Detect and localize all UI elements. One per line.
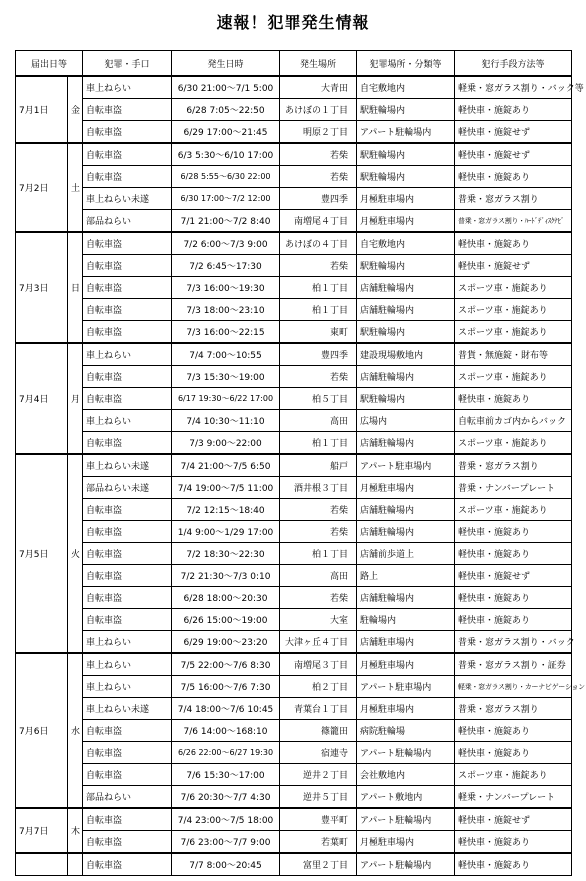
table-body (16, 76, 585, 876)
crime-cell: 車上ねらい未遂 (83, 188, 172, 210)
datetime-cell: 7/6 15:30～17:00 (172, 764, 280, 786)
datetime-cell: 7/2 6:00～7/3 9:00 (172, 232, 280, 255)
table-row (16, 121, 572, 144)
method-cell: 普乗・窓ガラス割り (455, 188, 572, 210)
method-cell: スポーツ車・施錠あり (455, 764, 572, 786)
datetime-cell: 6/28 18:00～20:30 (172, 587, 280, 609)
location-cell: 自宅敷地内 (357, 232, 455, 255)
location-cell: 駐輪場内 (357, 609, 455, 631)
location-cell: 駅駐輪場内 (357, 143, 455, 166)
datetime-cell: 7/4 21:00～7/5 6:50 (172, 454, 280, 477)
datetime-cell: 7/2 21:30～7/3 0:10 (172, 565, 280, 587)
crime-report-table (15, 50, 585, 876)
table-row (16, 720, 572, 742)
datetime-cell: 7/3 16:00～19:30 (172, 277, 280, 299)
place-cell: 大津ヶ丘４丁目 (280, 631, 357, 654)
datetime-cell: 6/26 15:00～19:00 (172, 609, 280, 631)
place-cell: 篠籠田 (280, 720, 357, 742)
weekday-cell: 日 (68, 232, 83, 343)
weekday-cell: 火 (68, 454, 83, 653)
location-cell: 月極駐車場内 (357, 188, 455, 210)
header-location: 犯罪場所・分類等 (357, 51, 455, 77)
place-cell: 若柴 (280, 143, 357, 166)
crime-cell: 自転車盗 (83, 543, 172, 565)
table-row (16, 143, 572, 166)
method-cell: 軽快車・施錠あり (455, 543, 572, 565)
place-cell: 大青田 (280, 76, 357, 99)
table-row (16, 499, 572, 521)
place-cell: 富里２丁目 (280, 853, 357, 876)
table-row (16, 277, 572, 299)
datetime-cell: 6/28 7:05～22:50 (172, 99, 280, 121)
crime-cell: 自転車盗 (83, 166, 172, 188)
page-title: 速報！犯罪発生情報 (216, 13, 370, 32)
method-cell: 軽快車・施錠あり (455, 853, 572, 876)
datetime-cell: 6/26 22:00～6/27 19:30 (172, 742, 280, 764)
crime-cell: 自転車盗 (83, 609, 172, 631)
place-cell: 青葉台１丁目 (280, 698, 357, 720)
datetime-cell: 6/30 21:00～7/1 5:00 (172, 76, 280, 99)
location-cell: 会社敷地内 (357, 764, 455, 786)
datetime-cell: 7/2 12:15～18:40 (172, 499, 280, 521)
datetime-cell: 7/1 21:00～7/2 8:40 (172, 210, 280, 233)
crime-cell: 部品ねらい (83, 210, 172, 233)
location-cell: 駅駐輪場内 (357, 388, 455, 410)
datetime-cell: 7/4 10:30～11:10 (172, 410, 280, 432)
location-cell: 路上 (357, 565, 455, 587)
place-cell: 若柴 (280, 499, 357, 521)
method-cell: 軽快車・施錠あり (455, 609, 572, 631)
method-cell: 軽快車・施錠あり (455, 742, 572, 764)
datetime-cell: 7/3 18:00～23:10 (172, 299, 280, 321)
place-cell: 明原２丁目 (280, 121, 357, 144)
table-row (16, 631, 572, 654)
header-method: 犯行手段方法等 (455, 51, 572, 77)
crime-cell: 車上ねらい (83, 676, 172, 698)
weekday-cell: 木 (68, 808, 83, 853)
place-cell: 逆井２丁目 (280, 764, 357, 786)
datetime-cell: 6/29 19:00～23:20 (172, 631, 280, 654)
crime-cell: 自転車盗 (83, 831, 172, 854)
table-row (16, 321, 572, 344)
place-cell: 高田 (280, 410, 357, 432)
place-cell: あけぼの１丁目 (280, 99, 357, 121)
crime-cell: 車上ねらい未遂 (83, 454, 172, 477)
crime-cell: 自転車盗 (83, 255, 172, 277)
header-place: 発生場所 (280, 51, 357, 77)
place-cell: 酒井根３丁目 (280, 477, 357, 499)
datetime-cell: 7/3 15:30～19:00 (172, 366, 280, 388)
place-cell: 南増尾４丁目 (280, 210, 357, 233)
location-cell: アパート駐輪場内 (357, 121, 455, 144)
datetime-cell: 7/4 7:00～10:55 (172, 343, 280, 366)
crime-cell: 自転車盗 (83, 321, 172, 344)
table-row (16, 99, 572, 121)
table-row (16, 609, 572, 631)
place-cell: 豊四季 (280, 343, 357, 366)
method-cell: 軽快車・施錠せず (455, 143, 572, 166)
weekday-cell: 金 (68, 76, 83, 143)
table-row (16, 232, 572, 255)
method-cell: 軽快車・施錠せず (455, 121, 572, 144)
datetime-cell: 7/4 18:00～7/6 10:45 (172, 698, 280, 720)
report-date-cell: 7月4日 (16, 343, 68, 454)
location-cell: 店舗駐輪場内 (357, 299, 455, 321)
method-cell: 軽快車・施錠あり (455, 831, 572, 854)
datetime-cell: 7/2 18:30～22:30 (172, 543, 280, 565)
datetime-cell: 7/6 20:30～7/7 4:30 (172, 786, 280, 809)
method-cell: 普乗・窓ガラス割り (455, 454, 572, 477)
datetime-cell: 7/3 16:00～22:15 (172, 321, 280, 344)
table-row (16, 477, 572, 499)
table-row (16, 676, 572, 698)
weekday-cell: 土 (68, 143, 83, 232)
datetime-cell: 7/2 6:45～17:30 (172, 255, 280, 277)
crime-cell: 部品ねらい未遂 (83, 477, 172, 499)
method-cell: 普乗・窓ガラス割り・バック (455, 631, 572, 654)
header-crime: 犯罪・手口 (83, 51, 172, 77)
place-cell: 若柴 (280, 255, 357, 277)
place-cell: 南増尾３丁目 (280, 653, 357, 676)
place-cell: 大室 (280, 609, 357, 631)
crime-cell: 自転車盗 (83, 853, 172, 876)
method-cell: 軽快車・施錠あり (455, 587, 572, 609)
table-row (16, 742, 572, 764)
table-row (16, 255, 572, 277)
method-cell: 自転車前カゴ内からバック (455, 410, 572, 432)
weekday-cell: 水 (68, 653, 83, 808)
method-cell: スポーツ車・施錠あり (455, 432, 572, 455)
method-cell: スポーツ車・施錠あり (455, 299, 572, 321)
location-cell: 月極駐車場内 (357, 210, 455, 233)
place-cell: 柏１丁目 (280, 299, 357, 321)
location-cell: アパート駐車場内 (357, 676, 455, 698)
crime-cell: 自転車盗 (83, 299, 172, 321)
table-row (16, 831, 572, 854)
method-cell: 軽乗・ナンバープレート (455, 786, 572, 809)
table-row (16, 653, 572, 676)
place-cell: 逆井５丁目 (280, 786, 357, 809)
place-cell: 柏２丁目 (280, 676, 357, 698)
location-cell: アパート敷地内 (357, 786, 455, 809)
place-cell: 若柴 (280, 587, 357, 609)
report-date-cell: 7月5日 (16, 454, 68, 653)
crime-cell: 自転車盗 (83, 521, 172, 543)
method-cell: 普貨・無施錠・財布等 (455, 343, 572, 366)
location-cell: 店舗駐輪場内 (357, 366, 455, 388)
method-cell: 軽乗・窓ガラス割り・カーナビゲーション (455, 676, 572, 698)
location-cell: 店舗駐車場内 (357, 631, 455, 654)
method-cell: 軽快車・施錠あり (455, 521, 572, 543)
crime-cell: 自転車盗 (83, 742, 172, 764)
method-cell: スポーツ車・施錠あり (455, 277, 572, 299)
table-row (16, 432, 572, 455)
report-date-cell: 7月6日 (16, 653, 68, 808)
method-cell: 軽快車・施錠せず (455, 255, 572, 277)
place-cell: 柏１丁目 (280, 432, 357, 455)
crime-cell: 自転車盗 (83, 587, 172, 609)
location-cell: 建設現場敷地内 (357, 343, 455, 366)
place-cell: 若柴 (280, 521, 357, 543)
method-cell: 軽快車・施錠あり (455, 166, 572, 188)
crime-cell: 自転車盗 (83, 121, 172, 144)
report-date-cell: 7月7日 (16, 808, 68, 853)
place-cell: 宿連寺 (280, 742, 357, 764)
method-cell: 普乗・窓ガラス割り・証券 (455, 653, 572, 676)
table-row (16, 853, 572, 876)
crime-cell: 車上ねらい (83, 410, 172, 432)
location-cell: 月極駐車場内 (357, 653, 455, 676)
crime-cell: 車上ねらい (83, 343, 172, 366)
crime-cell: 自転車盗 (83, 764, 172, 786)
location-cell: 駅駐輪場内 (357, 321, 455, 344)
crime-cell: 自転車盗 (83, 99, 172, 121)
datetime-cell: 7/6 23:00～7/7 9:00 (172, 831, 280, 854)
table-row (16, 808, 572, 831)
place-cell: 高田 (280, 565, 357, 587)
datetime-cell: 7/4 19:00～7/5 11:00 (172, 477, 280, 499)
table-row (16, 388, 572, 410)
crime-cell: 自転車盗 (83, 277, 172, 299)
table-row (16, 454, 572, 477)
datetime-cell: 6/29 17:00～21:45 (172, 121, 280, 144)
location-cell: 店舗駐輪場内 (357, 277, 455, 299)
crime-cell: 自転車盗 (83, 232, 172, 255)
method-cell: 軽快車・施錠あり (455, 232, 572, 255)
table-row (16, 786, 572, 809)
datetime-cell: 6/28 5:55～6/30 22:00 (172, 166, 280, 188)
location-cell: 月極駐車場内 (357, 477, 455, 499)
datetime-cell: 7/5 16:00～7/6 7:30 (172, 676, 280, 698)
datetime-cell: 7/7 8:00～20:45 (172, 853, 280, 876)
place-cell: 船戸 (280, 454, 357, 477)
location-cell: 月極駐車場内 (357, 831, 455, 854)
place-cell: 柏１丁目 (280, 543, 357, 565)
location-cell: アパート駐輪場内 (357, 742, 455, 764)
crime-cell: 自転車盗 (83, 366, 172, 388)
crime-cell: 部品ねらい (83, 786, 172, 809)
method-cell: 軽快車・施錠あり (455, 720, 572, 742)
location-cell: アパート駐車場内 (357, 454, 455, 477)
table-row (16, 76, 572, 99)
table-row (16, 343, 572, 366)
method-cell: 普乗・ナンバープレート (455, 477, 572, 499)
crime-cell: 車上ねらい (83, 653, 172, 676)
table-row (16, 299, 572, 321)
crime-cell: 自転車盗 (83, 808, 172, 831)
place-cell: 東町 (280, 321, 357, 344)
crime-cell: 自転車盗 (83, 388, 172, 410)
table-row (16, 410, 572, 432)
place-cell: 若葉町 (280, 831, 357, 854)
table-row (16, 521, 572, 543)
datetime-cell: 7/4 23:00～7/5 18:00 (172, 808, 280, 831)
location-cell: 月極駐車場内 (357, 698, 455, 720)
crime-cell: 自転車盗 (83, 143, 172, 166)
datetime-cell: 7/6 14:00～168:10 (172, 720, 280, 742)
datetime-cell: 6/30 17:00～7/2 12:00 (172, 188, 280, 210)
method-cell: 普乗・窓ガラス割り・ﾊｰﾄﾞﾃﾞｨｽｸﾅﾋﾞ (455, 210, 572, 233)
header-row (16, 51, 572, 77)
table-row (16, 166, 572, 188)
datetime-cell: 7/5 22:00～7/6 8:30 (172, 653, 280, 676)
table-row (16, 188, 572, 210)
crime-cell: 自転車盗 (83, 499, 172, 521)
report-date-cell: 7月1日 (16, 76, 68, 143)
location-cell: 店舗駐輪場内 (357, 521, 455, 543)
location-cell: 店舗前歩道上 (357, 543, 455, 565)
datetime-cell: 6/3 5:30～6/10 17:00 (172, 143, 280, 166)
place-cell: あけぼの４丁目 (280, 232, 357, 255)
method-cell: 軽快車・施錠せず (455, 808, 572, 831)
method-cell: スポーツ車・施錠あり (455, 321, 572, 344)
table-row (16, 366, 572, 388)
location-cell: 店舗駐輪場内 (357, 499, 455, 521)
method-cell: スポーツ車・施錠あり (455, 366, 572, 388)
place-cell: 若柴 (280, 366, 357, 388)
crime-cell: 車上ねらい未遂 (83, 698, 172, 720)
crime-cell: 車上ねらい (83, 76, 172, 99)
location-cell: 駅駐輪場内 (357, 99, 455, 121)
crime-cell: 自転車盗 (83, 565, 172, 587)
weekday-cell (68, 853, 83, 876)
location-cell: 自宅敷地内 (357, 76, 455, 99)
location-cell: アパート駐輪場内 (357, 808, 455, 831)
crime-cell: 車上ねらい (83, 631, 172, 654)
place-cell: 豊平町 (280, 808, 357, 831)
table-row (16, 210, 572, 233)
location-cell: 駅駐輪場内 (357, 255, 455, 277)
method-cell: 普乗・窓ガラス割り (455, 698, 572, 720)
report-date-cell (16, 853, 68, 876)
table-row (16, 764, 572, 786)
location-cell: 店舗駐輪場内 (357, 587, 455, 609)
datetime-cell: 7/3 9:00～22:00 (172, 432, 280, 455)
datetime-cell: 1/4 9:00～1/29 17:00 (172, 521, 280, 543)
location-cell: アパート駐輪場内 (357, 853, 455, 876)
location-cell: 店舗駐輪場内 (357, 432, 455, 455)
table-row (16, 543, 572, 565)
place-cell: 柏１丁目 (280, 277, 357, 299)
report-date-cell: 7月3日 (16, 232, 68, 343)
method-cell: 軽快車・施錠あり (455, 388, 572, 410)
report-date-cell: 7月2日 (16, 143, 68, 232)
crime-cell: 自転車盗 (83, 432, 172, 455)
table-row (16, 587, 572, 609)
location-cell: 駅駐輪場内 (357, 166, 455, 188)
place-cell: 若柴 (280, 166, 357, 188)
header-time: 発生日時 (172, 51, 280, 77)
place-cell: 豊四季 (280, 188, 357, 210)
header-date: 届出日等 (16, 51, 83, 77)
method-cell: スポーツ車・施錠あり (455, 499, 572, 521)
method-cell: 軽快車・施錠せず (455, 565, 572, 587)
location-cell: 病院駐輪場 (357, 720, 455, 742)
place-cell: 柏５丁目 (280, 388, 357, 410)
crime-cell: 自転車盗 (83, 720, 172, 742)
table-row (16, 565, 572, 587)
weekday-cell: 月 (68, 343, 83, 454)
method-cell: 軽快車・施錠あり (455, 99, 572, 121)
datetime-cell: 6/17 19:30～6/22 17:00 (172, 388, 280, 410)
location-cell: 広場内 (357, 410, 455, 432)
method-cell: 軽乗・窓ガラス割り・バック等 (455, 76, 572, 99)
table-row (16, 698, 572, 720)
